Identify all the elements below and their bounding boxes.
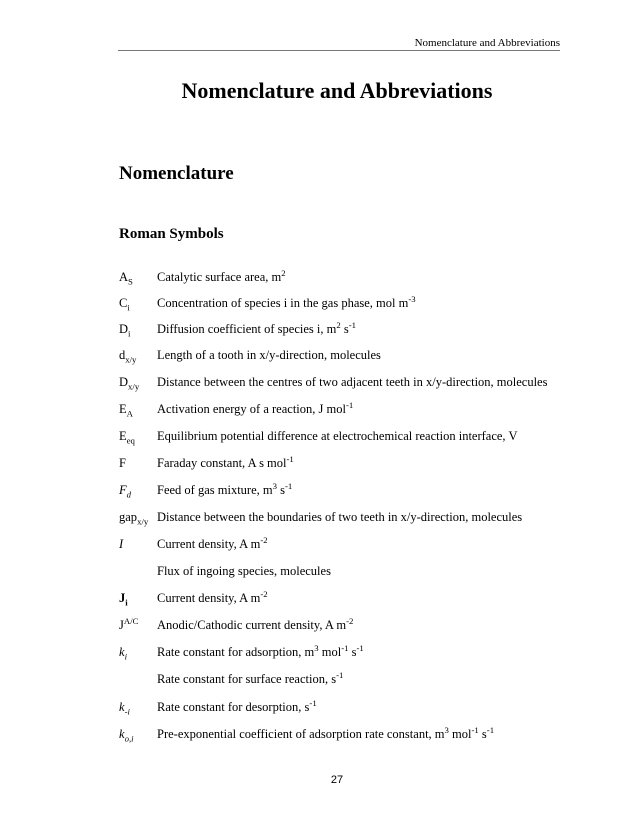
description: Faraday constant, A s mol$^{-1}$ [157, 453, 294, 470]
description: Distance between the centres of two adjacent teeth in x/y-direction, molecules [157, 375, 548, 389]
description: Activation energy of a reaction, J mol$^{-1}$ [157, 399, 354, 416]
symbol: $E_{eq}$ [119, 429, 135, 446]
description: Current density, A $m^{-2}$ [157, 588, 268, 605]
description: Diffusion coefficient of species i, $m^2$ $s^{-1}$ [157, 319, 357, 336]
header-rule [118, 50, 560, 51]
section-heading: Nomenclature [119, 163, 234, 184]
symbol: $J_i$ [119, 591, 128, 608]
description: Current density, A $m^{-2}$ [157, 534, 268, 551]
page-number: 27 [330, 774, 344, 786]
description: Catalytic surface area, $m^2$ [157, 267, 286, 284]
description: Distance between the boundaries of two teeth in x/y-direction, molecules [157, 510, 523, 524]
symbol: $d_{x/y}$ [119, 348, 137, 365]
description: Equilibrium potential difference at electrochemical reaction interface, V [157, 429, 518, 443]
symbol: $C_i$ [119, 296, 130, 313]
description: Flux of ingoing species, molecules [157, 564, 331, 578]
description: Length of a tooth in x/y-direction, molecules [157, 348, 381, 362]
description: Feed of gas mixture, $m^3$ $s^{-1}$ [157, 480, 293, 497]
symbol: $k_{o,i}$ [119, 727, 134, 744]
symbol: $E_A$ [119, 402, 133, 419]
symbol: $D_{x/y}$ [119, 375, 140, 392]
symbol: $k_{-i}$ [119, 700, 130, 717]
description: Concentration of species i in the gas phase, mol $m^{-3}$ [157, 293, 416, 310]
symbol: $F_d$ [119, 483, 132, 500]
symbol: $A_S$ [119, 270, 133, 287]
description: Rate constant for adsorption, $m^3$ mol$^{-1}$ $s^{-1}$ [157, 642, 364, 659]
symbol: I [119, 537, 124, 551]
symbol: F [119, 456, 126, 470]
symbol: $k_i$ [119, 645, 127, 662]
symbol: gap$_{x/y}$ [119, 510, 149, 527]
description: Pre-exponential coefficient of adsorption rate constant, $m^3$ mol$^{-1}$ $s^{-1}$ [157, 724, 495, 741]
description: Rate constant for surface reaction, $s^{-1}$ [157, 669, 344, 686]
subsection-heading: Roman Symbols [119, 226, 224, 242]
running-header: Nomenclature and Abbreviations [414, 37, 560, 49]
symbol: $D_i$ [119, 322, 131, 339]
symbol: $J^{A/C}$ [119, 615, 139, 632]
description: Anodic/Cathodic current density, A $m^{-2}$ [157, 615, 354, 632]
description: Rate constant for desorption, $s^{-1}$ [157, 697, 317, 714]
page-title: Nomenclature and Abbreviations [181, 78, 493, 103]
